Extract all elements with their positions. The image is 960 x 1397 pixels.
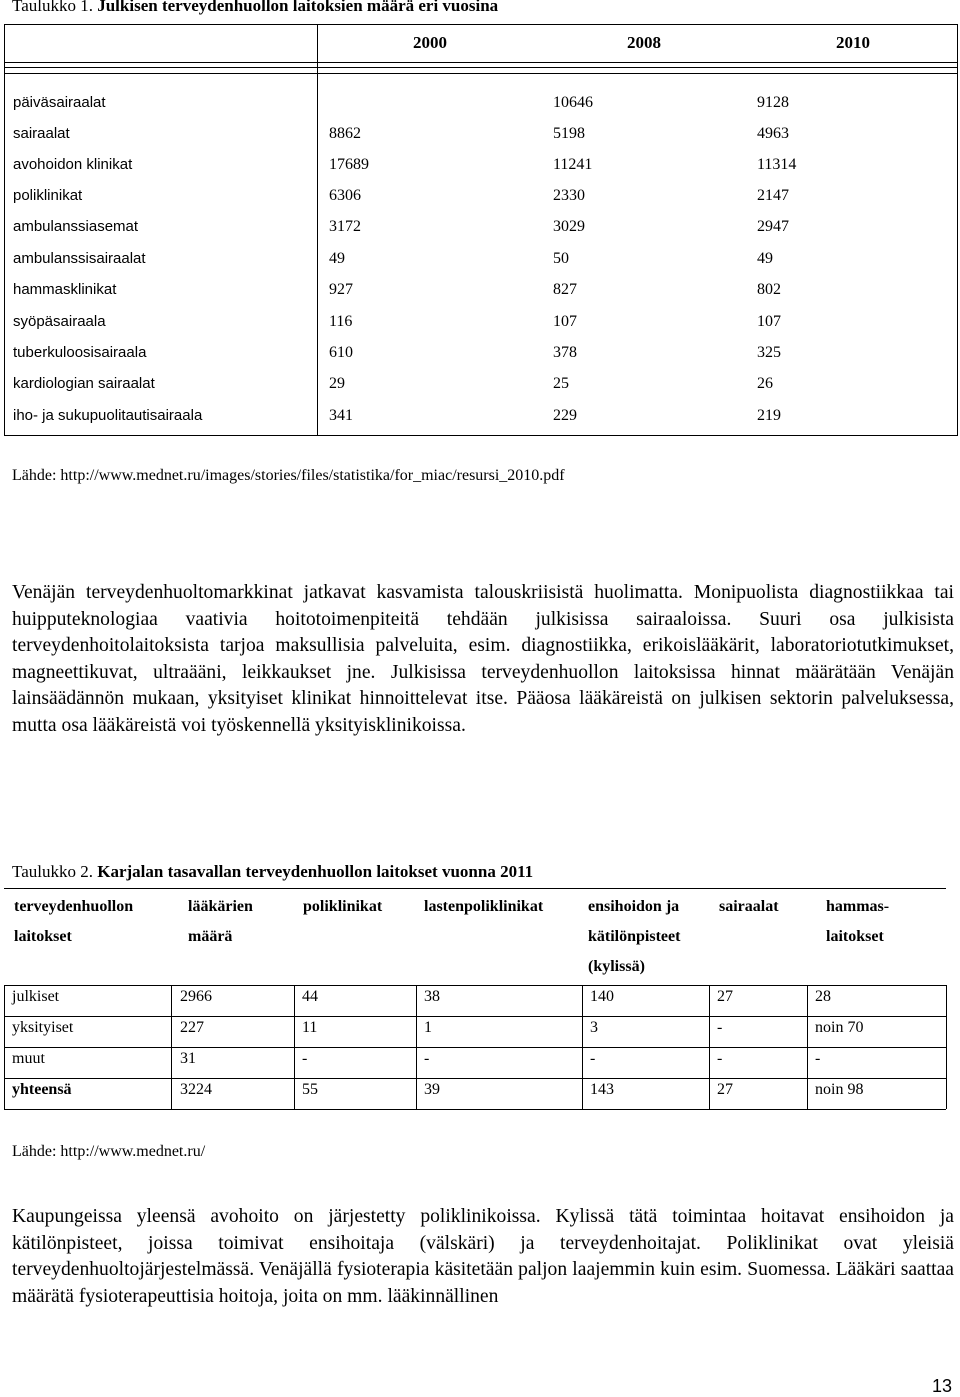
table-row — [5, 344, 957, 375]
column-header: sairaalat — [719, 898, 779, 915]
table-cell: 39 — [424, 1081, 440, 1098]
row-label: sairaalat — [13, 125, 70, 142]
table2-divider — [4, 1109, 946, 1110]
table-cell: - — [302, 1050, 308, 1067]
table1-divider — [5, 67, 957, 68]
table-cell: 38 — [424, 988, 440, 1005]
table-cell: 29 — [329, 375, 345, 392]
table-cell: 6306 — [329, 187, 361, 204]
table-row — [5, 407, 957, 438]
table2-caption — [12, 862, 533, 882]
row-label: iho- ja sukupuolitautisairaala — [13, 407, 203, 424]
table2-divider — [294, 985, 295, 1109]
column-header: ensihoidon ja — [588, 898, 680, 915]
table-cell: 3029 — [553, 218, 585, 235]
table-row — [5, 218, 957, 249]
column-header: laitokset — [14, 928, 72, 945]
table2-divider — [4, 1047, 946, 1048]
table1-year-header: 2000 — [413, 33, 447, 52]
table-cell: - — [717, 1050, 723, 1067]
table1-year-header: 2008 — [627, 33, 661, 52]
table-row — [5, 125, 957, 156]
row-label: ambulanssiasemat — [13, 218, 139, 235]
table-cell: 229 — [553, 407, 577, 424]
table2-divider — [416, 985, 417, 1109]
table-row — [5, 187, 957, 218]
column-header: lääkärien — [188, 898, 253, 915]
table1-caption — [12, 0, 498, 16]
table-cell: 2147 — [757, 187, 789, 204]
row-label: syöpäsairaala — [13, 313, 106, 330]
table1-divider — [5, 73, 957, 74]
table2-divider — [582, 985, 583, 1109]
table-cell: 31 — [180, 1050, 196, 1067]
table-row — [5, 94, 957, 125]
row-label: yhteensä — [12, 1081, 72, 1098]
row-label: poliklinikat — [13, 187, 83, 204]
column-header: määrä — [188, 928, 233, 945]
row-label: yksityiset — [12, 1019, 74, 1036]
paragraph-1: Venäjän terveydenhuoltomarkkinat jatkavat kasvamista talouskriisistä huolimatta. Monipuolista diagnostiikkaa tai huipputeknologiaa vaativia hoitotoimenpiteitä tehdään julkisissa sairaaloissa. Suuri osa julkisista terveydenhoitolaitoksista tarjoa maksullisia palveluita, esim. diagnostiikka, erikoislääkärit, laboratoriotutkimukset, magneettikuvat, ultraääni, leikkaukset jne. Julkisissa terveydenhuollon laitoksissa hinnat määrätään Venäjän lainsäädännön mukaan, yksityiset klinikat hinnoittelevat itse. Pääosa lääkäreistä on julkisen sektorin palveluksessa, mutta osa lääkäreistä voi työskennellä yksityisklinikoissa. — [12, 582, 954, 736]
table-cell: 17689 — [329, 156, 369, 173]
table1-caption-title: Julkisen terveydenhuollon laitoksien määrä eri vuosina — [92, 0, 499, 15]
column-header: kätilönpisteet — [588, 928, 681, 945]
table-cell: 27 — [717, 988, 733, 1005]
table-cell: 827 — [553, 281, 577, 298]
table-row — [5, 250, 957, 281]
column-header: poliklinikat — [303, 898, 383, 915]
table-cell: 3 — [590, 1019, 598, 1036]
table1-source: Lähde: http://www.mednet.ru/images/stories/files/statistika/for_miac/resursi_2010.pdf — [12, 467, 565, 484]
table2 — [4, 888, 958, 1112]
table-cell: 28 — [815, 988, 831, 1005]
table2-caption-lead: Taulukko 2. — [12, 862, 93, 881]
table2-divider — [709, 985, 710, 1109]
table-row — [5, 375, 957, 406]
table2-divider — [171, 985, 172, 1109]
table-cell: - — [815, 1050, 821, 1067]
table-cell: 2330 — [553, 187, 585, 204]
table-cell: - — [717, 1019, 723, 1036]
row-label: päiväsairaalat — [13, 94, 106, 111]
table-cell: 3172 — [329, 218, 361, 235]
table2-divider — [4, 1078, 946, 1079]
row-label: tuberkuloosisairaala — [13, 344, 147, 361]
table-cell: 2947 — [757, 218, 789, 235]
table-cell: 11 — [302, 1019, 318, 1036]
table-cell: 5198 — [553, 125, 585, 142]
page-number: 13 — [931, 1376, 952, 1396]
table-cell: noin 70 — [815, 1019, 864, 1036]
table-cell: - — [424, 1050, 430, 1067]
table2-divider — [807, 985, 808, 1109]
table-cell: 11314 — [757, 156, 797, 173]
table-cell: 378 — [553, 344, 577, 361]
table-cell: 55 — [302, 1081, 318, 1098]
table-cell: 107 — [757, 313, 781, 330]
column-header: lastenpoliklinikat — [424, 898, 544, 915]
table-row — [5, 156, 957, 187]
row-label: kardiologian sairaalat — [13, 375, 155, 392]
row-label: julkiset — [12, 988, 60, 1005]
table2-divider — [946, 985, 947, 1109]
paragraph-2: Kaupungeissa yleensä avohoito on järjestetty poliklinikoissa. Kylissä tätä toimintaa hoitavat ensihoidon ja kätilönpisteet, joissa toimivat ensihoitaja (välskäri) ja terveydenhoitajat. Poliklinikat ovat yleisiä terveydenhuoltojärjestelmässä. Venäjällä fysioterapia käsitetään paljon laajemmin kuin esim. Suomessa. Lääkäri saattaa määrätä fysioterapeuttisia hoitoja, joita on mm. lääkinnällinen — [12, 1206, 954, 1307]
table-cell: 50 — [553, 250, 569, 267]
table-cell: 140 — [590, 988, 614, 1005]
table-cell: 27 — [717, 1081, 733, 1098]
column-header: laitokset — [826, 928, 884, 945]
column-header: terveydenhuollon — [14, 898, 134, 915]
table2-divider — [4, 985, 5, 1109]
table-cell: 107 — [553, 313, 577, 330]
column-header: hammas- — [826, 898, 890, 915]
table2-caption-title: Karjalan tasavallan terveydenhuollon laitokset vuonna 2011 — [92, 862, 534, 881]
table-cell: 3224 — [180, 1081, 212, 1098]
row-label: avohoidon klinikat — [13, 156, 133, 173]
table-cell: 4963 — [757, 125, 789, 142]
table-row — [5, 281, 957, 312]
table-cell: noin 98 — [815, 1081, 864, 1098]
row-label: hammasklinikat — [13, 281, 117, 298]
table-cell: 49 — [329, 250, 345, 267]
table-cell: 325 — [757, 344, 781, 361]
table-cell: 219 — [757, 407, 781, 424]
table1 — [4, 24, 958, 436]
table-cell: 9128 — [757, 94, 789, 111]
table2-divider — [4, 888, 946, 889]
table-cell: 341 — [329, 407, 353, 424]
table1-caption-lead: Taulukko 1. — [12, 0, 93, 15]
table-cell: 2966 — [180, 988, 212, 1005]
table-cell: 44 — [302, 988, 318, 1005]
table-cell: - — [590, 1050, 596, 1067]
table-cell: 927 — [329, 281, 353, 298]
table-cell: 610 — [329, 344, 353, 361]
table1-divider — [5, 62, 957, 63]
table1-year-header: 2010 — [836, 33, 870, 52]
table-cell: 25 — [553, 375, 569, 392]
table-cell: 10646 — [553, 94, 593, 111]
table2-divider — [4, 985, 946, 986]
table-cell: 1 — [424, 1019, 432, 1036]
table-cell: 143 — [590, 1081, 614, 1098]
table-row — [5, 313, 957, 344]
column-header: (kylissä) — [588, 958, 645, 975]
table-cell: 26 — [757, 375, 773, 392]
row-label: muut — [12, 1050, 45, 1067]
table2-source: Lähde: http://www.mednet.ru/ — [12, 1143, 206, 1160]
table2-divider — [4, 1016, 946, 1017]
table-cell: 8862 — [329, 125, 361, 142]
table-cell: 49 — [757, 250, 773, 267]
table-cell: 116 — [329, 313, 353, 330]
row-label: ambulanssisairaalat — [13, 250, 146, 267]
table-cell: 802 — [757, 281, 781, 298]
table-cell: 11241 — [553, 156, 593, 173]
table-cell: 227 — [180, 1019, 204, 1036]
